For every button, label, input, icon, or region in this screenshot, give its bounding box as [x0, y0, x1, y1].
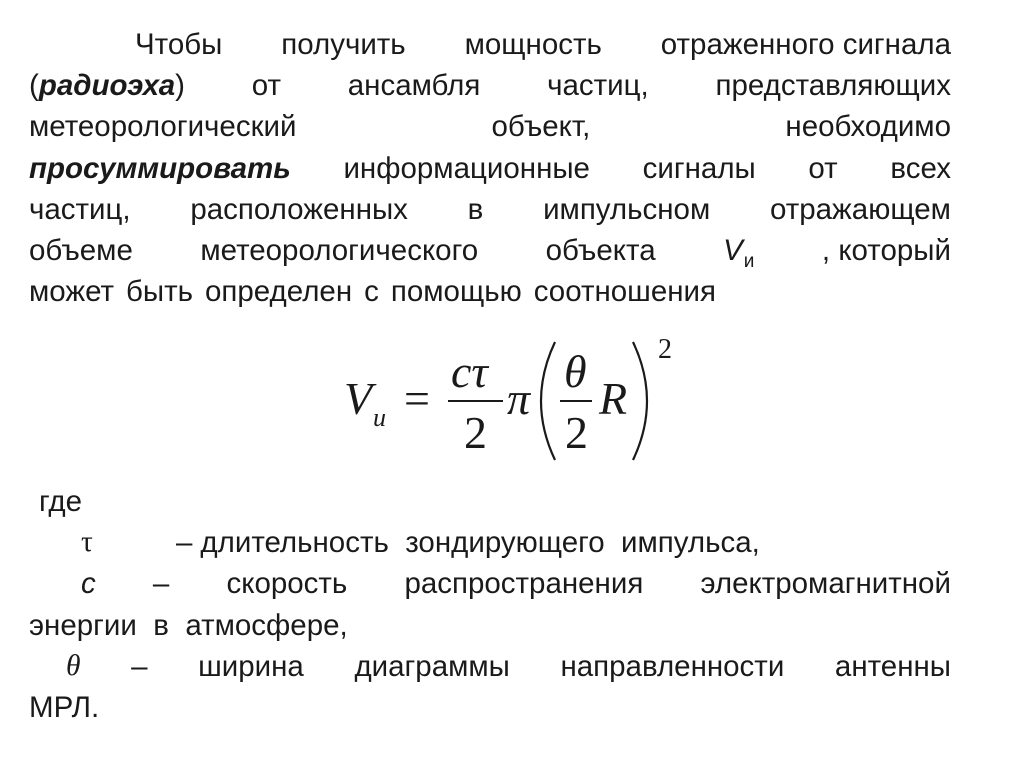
formula-frac1-denominator: 2 [464, 407, 487, 458]
word: быть [126, 275, 194, 309]
symbol-subscript: и [743, 250, 755, 272]
formula-svg [0, 326, 1024, 476]
symbol-theta: θ [66, 649, 81, 682]
word: диаграммы [354, 649, 510, 683]
word: направленности [560, 649, 785, 683]
definitions-intro [29, 481, 951, 522]
word: мощность [464, 28, 602, 61]
radio-echo-term [29, 65, 185, 106]
term-summation: просуммировать [29, 151, 291, 185]
word: , который [821, 233, 951, 267]
word: объекта [545, 233, 656, 267]
word: объект, [491, 110, 591, 144]
formula-pi: π [507, 373, 531, 424]
word: метеорологический [29, 110, 297, 144]
formula-R: R [599, 373, 628, 424]
word: отраженного сигнала [660, 28, 951, 61]
formula-power: 2 [658, 334, 672, 365]
definition-c-continuation [29, 605, 951, 646]
volume-formula [0, 326, 1024, 476]
word: помощью [390, 275, 522, 309]
formula-lhs-subscript: и [373, 403, 386, 432]
symbol-tau: τ [81, 526, 93, 559]
word: представляющих [715, 69, 951, 103]
word: с [364, 275, 379, 309]
word: от [251, 69, 281, 103]
formula-frac1-numerator: cτ [451, 346, 488, 397]
word: объеме [29, 233, 133, 267]
definition-tau [29, 522, 951, 563]
word: в [467, 192, 484, 226]
formula-equals: = [404, 373, 430, 424]
formula-paren-right [633, 342, 647, 460]
formula-frac2-denominator: 2 [565, 407, 588, 458]
word: расположенных [190, 192, 408, 226]
paren-open: ( [29, 69, 39, 103]
dash: – [131, 649, 148, 683]
symbol-c: c [81, 567, 96, 601]
paragraph-line-3 [29, 106, 951, 147]
definition-text: длительность зондирующего импульса, [200, 526, 760, 560]
paragraph-line-7 [29, 271, 951, 312]
intro-word: где [39, 485, 83, 518]
formula-frac2-numerator: θ [564, 346, 587, 397]
symbol-V: V [723, 233, 743, 267]
definition-theta [29, 646, 951, 687]
formula-paren-left [541, 342, 555, 460]
word: информационные [343, 151, 590, 185]
word: необходимо [785, 110, 951, 144]
word: сигналы [642, 151, 756, 185]
word: метеорологического [200, 233, 479, 267]
word: скорость [226, 567, 348, 601]
word: всех [890, 151, 951, 185]
word: от [808, 151, 838, 185]
dash: – [152, 567, 170, 601]
word: отражающем [769, 192, 951, 226]
word: ансамбля [347, 69, 481, 103]
paragraph-line-5 [29, 189, 951, 230]
word: импульсном [543, 192, 711, 226]
word: Чтобы [135, 28, 223, 61]
paragraph-line-2 [29, 65, 951, 106]
word: может [29, 275, 115, 309]
dash: – [176, 526, 193, 560]
definition-text: энергии в атмосфере, [29, 608, 348, 642]
definition-theta-continuation [29, 687, 951, 728]
main-paragraph [29, 24, 951, 312]
definition-text: МРЛ. [29, 690, 100, 724]
definitions [29, 481, 951, 728]
term-radio-echo: радиоэха [38, 69, 176, 103]
paren-close: ) [175, 69, 185, 103]
word: ширина [198, 649, 304, 683]
word: частиц, [29, 192, 131, 226]
word: получить [281, 28, 406, 61]
word: частиц, [547, 69, 649, 103]
formula-lhs-V: V [344, 373, 373, 424]
paragraph-line-4 [29, 148, 951, 189]
paragraph-line-6 [29, 230, 951, 271]
word: электромагнитной [700, 567, 951, 601]
definition-c [29, 563, 951, 604]
word: соотношения [533, 275, 716, 309]
word: определен [205, 275, 353, 309]
word: антенны [834, 649, 951, 683]
word: распространения [404, 567, 644, 601]
paragraph-line-1 [29, 24, 951, 65]
volume-symbol [723, 230, 754, 271]
